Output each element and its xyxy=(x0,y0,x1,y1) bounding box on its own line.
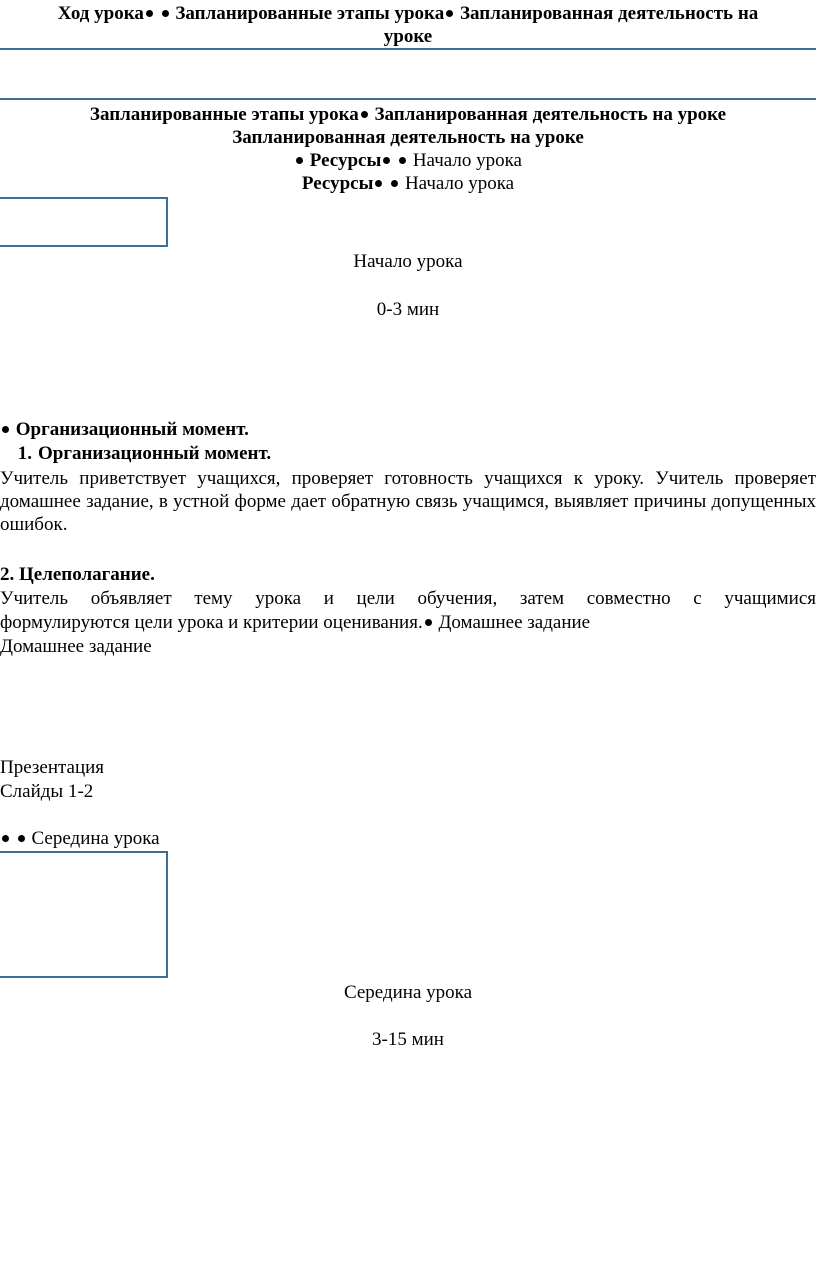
resource-presentation: Презентация xyxy=(0,757,105,778)
section-header-line2: Запланированная деятельность на уроке xyxy=(232,127,584,148)
bullet-icon xyxy=(296,157,303,164)
bullet-icon xyxy=(2,426,9,433)
stage-box-middle xyxy=(0,851,168,978)
stage-box-start xyxy=(0,197,168,247)
homework-line: Домашнее задание xyxy=(0,636,152,657)
doc-header xyxy=(0,2,816,48)
divider-second xyxy=(0,98,816,100)
section-header-line1: Запланированные этапы урока Запланированная деятельность на уроке xyxy=(89,104,727,125)
org-moment-numbered-heading: 1. Организационный момент. xyxy=(17,443,272,464)
divider-top xyxy=(0,48,816,50)
org-moment-bullet-heading: Организационный момент. xyxy=(0,418,249,441)
stage-start-time: 0-3 мин xyxy=(376,299,440,320)
bullet-icon xyxy=(2,835,9,842)
bullet-icon xyxy=(425,619,432,626)
stage-middle-bullet-line: Середина урока xyxy=(0,827,160,850)
resource-slides: Слайды 1-2 xyxy=(0,781,94,802)
doc-header-line2: уроке xyxy=(383,26,433,47)
org-moment-paragraph: Учитель приветствует учащихся, проверяет готовность учащихся к уроку. Учитель проверяет домашнее задание, в устной форме дает обратную связь учащимся, выявляет причины допущенных ошибок. xyxy=(0,468,816,535)
header-planned-stages: Запланированные этапы урока xyxy=(175,3,445,24)
bullet-icon xyxy=(375,180,382,187)
goal-setting-paragraph-line2: формулируются цели урока и критерии оценивания. Домашнее задание xyxy=(0,612,591,633)
stage-middle-time: 3-15 мин xyxy=(372,1029,444,1050)
bullet-icon xyxy=(391,180,398,187)
stage-start-title: Начало урока xyxy=(353,251,463,272)
section-header-line3: Ресурсы Начало урока xyxy=(0,149,816,172)
bullet-icon xyxy=(446,10,453,17)
header-lesson-course: Ход урока xyxy=(57,3,144,24)
goal-setting-heading: 2. Целеполагание. xyxy=(0,564,155,585)
doc-header-line1 xyxy=(0,2,816,25)
bullet-icon xyxy=(361,111,368,118)
section-header-line4: Ресурсы Начало урока xyxy=(301,173,515,194)
goal-setting-paragraph-line1: Учитель объявляет тему урока и цели обучения, затем совместно с учащимися xyxy=(0,588,816,609)
bullet-icon xyxy=(18,835,25,842)
stage-middle-title: Середина урока xyxy=(343,982,473,1003)
header-planned-activity: Запланированная деятельность на xyxy=(459,3,759,24)
bullet-icon xyxy=(162,10,169,17)
bullet-icon xyxy=(399,157,406,164)
section-header xyxy=(0,103,816,195)
bullet-icon xyxy=(383,157,390,164)
bullet-icon xyxy=(146,10,153,17)
